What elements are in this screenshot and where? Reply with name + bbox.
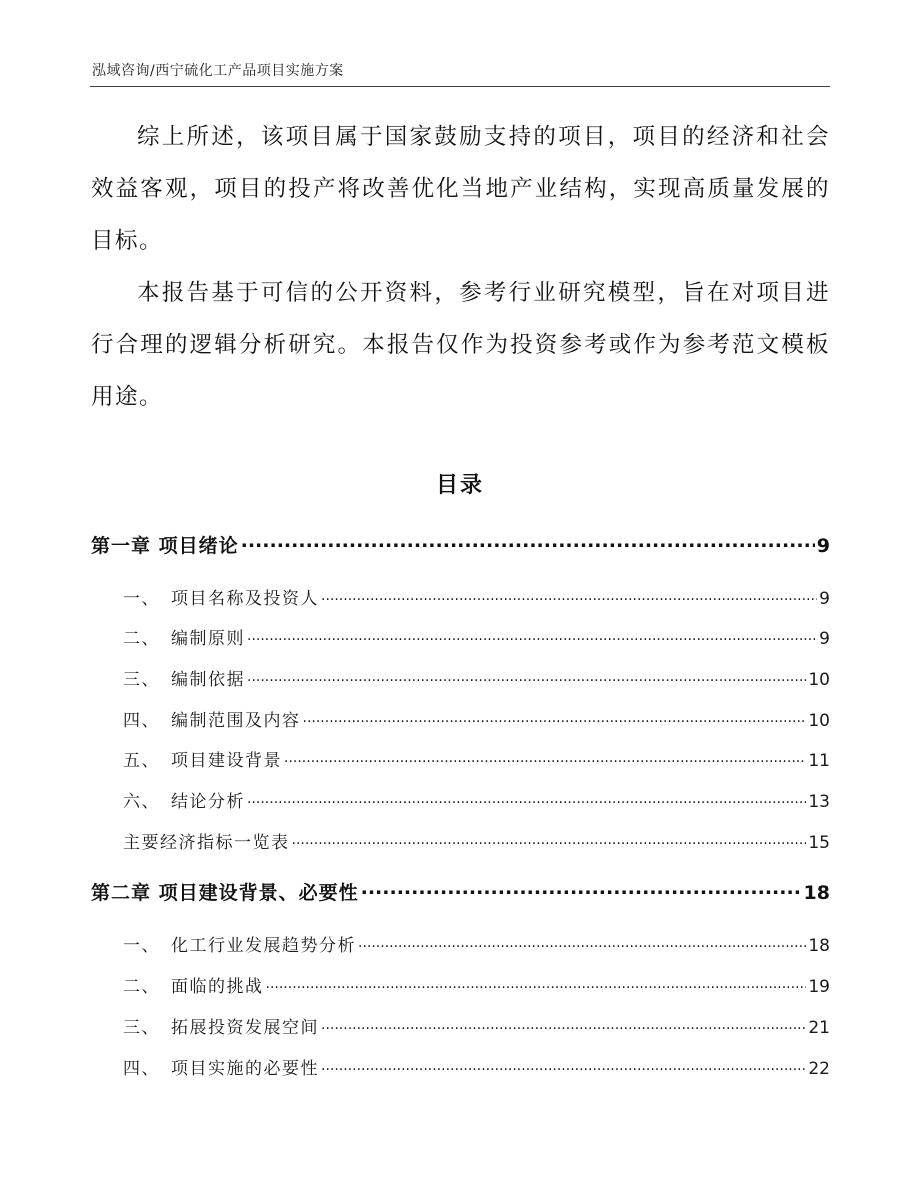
toc-entry-label: 化工行业发展趋势分析: [171, 936, 356, 956]
running-header: 泓域咨询/西宁硫化工产品项目实施方案: [92, 63, 344, 79]
toc-entry-number: 四、: [123, 1059, 160, 1079]
toc-entry-label: 主要经济指标一览表: [123, 833, 290, 853]
toc-leader-dots: [247, 790, 806, 807]
toc-title: 目录: [435, 473, 484, 498]
toc-entry-label: 项目名称及投资人: [171, 589, 319, 609]
toc-entry-number: 三、: [123, 1018, 160, 1038]
toc-entry-number: 三、: [123, 670, 160, 690]
toc-page-number: 22: [808, 1059, 830, 1079]
toc-leader-dots: [292, 831, 807, 848]
toc-leader-dots: [358, 934, 806, 951]
toc-entry[interactable]: [123, 665, 830, 690]
toc-page-number: 18: [803, 882, 830, 904]
toc-page-number: 10: [808, 711, 830, 731]
toc-leader-dots: [284, 749, 806, 766]
toc-page-number: 13: [808, 792, 830, 812]
toc-chapter-label: 第一章 项目绪论: [91, 535, 239, 557]
toc-entry-number: 二、: [123, 629, 160, 649]
toc-entry-label: 编制范围及内容: [171, 711, 301, 731]
toc-entry-number: 六、: [123, 792, 160, 812]
toc-page-number: 9: [819, 629, 830, 649]
toc-entry-number: 五、: [123, 751, 160, 771]
toc-page-number: 21: [808, 1018, 830, 1038]
toc-entry[interactable]: [123, 624, 830, 649]
toc-entry-label: 拓展投资发展空间: [171, 1018, 319, 1038]
toc-entry-label: 项目实施的必要性: [171, 1059, 319, 1079]
toc-leader-dots: [321, 587, 817, 604]
toc-page-number: 9: [816, 535, 830, 557]
toc-leader-dots: [247, 627, 817, 644]
toc-entry[interactable]: [123, 1013, 830, 1038]
toc-chapter-label: 第二章 项目建设背景、必要性: [91, 882, 359, 904]
toc-leader-dots: [247, 668, 806, 685]
toc-page-number: 9: [819, 589, 830, 609]
toc-entry-label: 结论分析: [171, 792, 245, 812]
toc-chapter-2[interactable]: [91, 878, 830, 905]
toc-entry-label: 编制原则: [171, 629, 245, 649]
toc-leader-dots: [303, 709, 807, 726]
toc-chapter-1[interactable]: [91, 531, 830, 558]
toc-entry[interactable]: [123, 931, 830, 956]
toc-entry[interactable]: [123, 746, 830, 771]
toc-leader-dots: [361, 880, 802, 899]
toc-leader-dots: [321, 1016, 806, 1033]
toc-leader-dots: [321, 1057, 806, 1074]
disclaimer-paragraph: 本报告基于可信的公开资料，参考行业研究模型，旨在对项目进行合理的逻辑分析研究。本报告仅作为投资参考或作为参考范文模板用途。: [91, 280, 830, 410]
toc-entry-number: 二、: [123, 977, 160, 997]
header-divider: [90, 86, 830, 87]
toc-entry-number: 四、: [123, 711, 160, 731]
toc-entry-number: 一、: [123, 589, 160, 609]
toc-entry-label: 面临的挑战: [171, 977, 264, 997]
toc-leader-dots: [241, 533, 815, 552]
summary-paragraph: 综上所述，该项目属于国家鼓励支持的项目，项目的经济和社会效益客观，项目的投产将改善优化当地产业结构，实现高质量发展的目标。: [91, 124, 830, 254]
toc-entry[interactable]: [123, 828, 830, 853]
toc-entry-label: 项目建设背景: [171, 751, 282, 771]
toc-page-number: 19: [808, 977, 830, 997]
toc-entry-label: 编制依据: [171, 670, 245, 690]
toc-entry-number: 一、: [123, 936, 160, 956]
toc-leader-dots: [266, 975, 807, 992]
toc-entry[interactable]: [123, 787, 830, 812]
toc-page-number: 18: [808, 936, 830, 956]
toc-page-number: 15: [808, 833, 830, 853]
toc-entry[interactable]: [123, 1054, 830, 1079]
toc-page-number: 10: [808, 670, 830, 690]
toc-entry[interactable]: [123, 706, 830, 731]
toc-entry[interactable]: [123, 584, 830, 609]
toc-entry[interactable]: [123, 972, 830, 997]
toc-page-number: 11: [808, 751, 830, 771]
